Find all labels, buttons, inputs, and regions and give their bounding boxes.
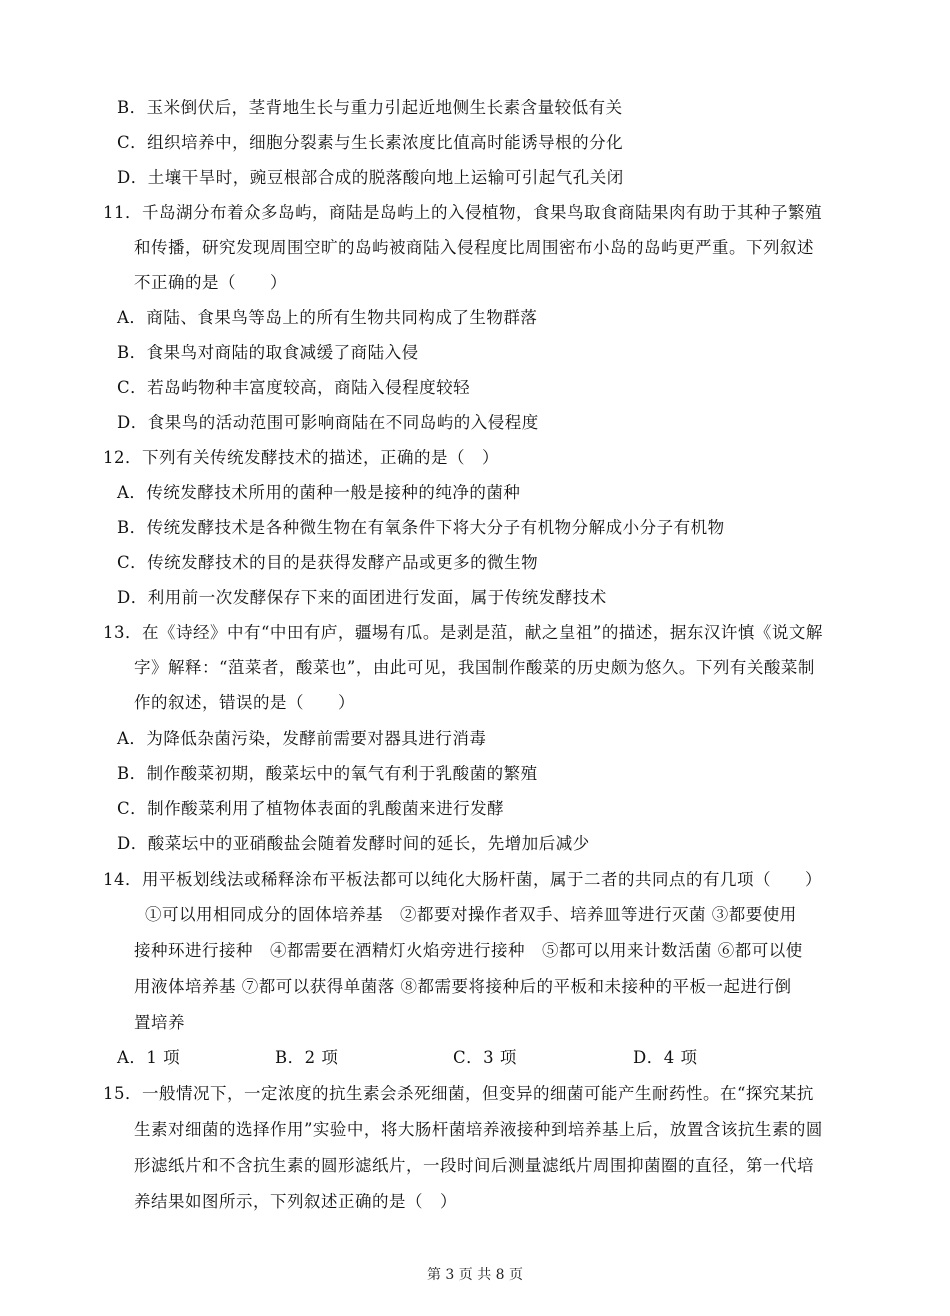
q11-option-a: A．商陆、食果鸟等岛上的所有生物共同构成了生物群落 xyxy=(117,308,538,327)
q15-stem-line-1: 15．一般情况下，一定浓度的抗生素会杀死细菌，但变异的细菌可能产生耐药性。在“探究某抗 xyxy=(103,1084,814,1103)
q13-option-a: A．为降低杂菌污染，发酵前需要对器具进行消毒 xyxy=(117,729,487,748)
q13-stem-line-1: 13．在《诗经》中有“中田有庐，疆埸有瓜。是剥是菹，献之皇祖”的描述，据东汉许慎《说文解 xyxy=(103,623,823,642)
q14-item-line-2: 接种环进行接种 ④都需要在酒精灯火焰旁进行接种 ⑤都可以用来计数活菌 ⑥都可以使 xyxy=(134,941,803,960)
q12-option-c: C．传统发酵技术的目的是获得发酵产品或更多的微生物 xyxy=(117,553,539,572)
q10-option-d: D．土壤干旱时，豌豆根部合成的脱落酸向地上运输可引起气孔关闭 xyxy=(117,168,624,187)
q14-item-line-4: 置培养 xyxy=(134,1013,185,1032)
q12-option-b: B．传统发酵技术是各种微生物在有氧条件下将大分子有机物分解成小分子有机物 xyxy=(117,518,725,537)
q13-option-c: C．制作酸菜利用了植物体表面的乳酸菌来进行发酵 xyxy=(117,799,505,818)
q15-stem-line-3: 形滤纸片和不含抗生素的圆形滤纸片，一段时间后测量滤纸片周围抑菌圈的直径，第一代培 xyxy=(134,1156,814,1175)
q11-option-d: D．食果鸟的活动范围可影响商陆在不同岛屿的入侵程度 xyxy=(117,413,539,432)
q14-stem: 14．用平板划线法或稀释涂布平板法都可以纯化大肠杆菌，属于二者的共同点的有几项（ ） xyxy=(103,870,822,889)
q14-option-d: D．4 项 xyxy=(633,1048,698,1067)
q14-item-line-1: ①可以用相同成分的固体培养基 ②都要对操作者双手、培养皿等进行灭菌 ③都要使用 xyxy=(145,905,797,924)
q15-stem-line-4: 养结果如图所示，下列叙述正确的是（ ） xyxy=(134,1192,457,1211)
q11-stem-line-3: 不正确的是（ ） xyxy=(134,273,287,292)
q11-option-b: B．食果鸟对商陆的取食减缓了商陆入侵 xyxy=(117,343,419,362)
q13-option-d: D．酸菜坛中的亚硝酸盐会随着发酵时间的延长，先增加后减少 xyxy=(117,834,590,853)
page-footer: 第 3 页 共 8 页 xyxy=(426,1267,524,1283)
q12-stem: 12．下列有关传统发酵技术的描述，正确的是（ ） xyxy=(103,448,499,467)
q14-item-line-3: 用液体培养基 ⑦都可以获得单菌落 ⑧都需要将接种后的平板和未接种的平板一起进行倒 xyxy=(134,977,792,996)
q11-stem-line-1: 11．千岛湖分布着众多岛屿，商陆是岛屿上的入侵植物，食果鸟取食商陆果肉有助于其种子繁殖 xyxy=(103,203,822,222)
q14-option-c: C．3 项 xyxy=(453,1048,517,1067)
q13-stem-line-3: 作的叙述，错误的是（ ） xyxy=(134,693,355,712)
q14-option-b: B．2 项 xyxy=(275,1048,339,1067)
q10-option-b: B．玉米倒伏后，茎背地生长与重力引起近地侧生长素含量较低有关 xyxy=(117,98,623,117)
q12-option-d: D．利用前一次发酵保存下来的面团进行发面，属于传统发酵技术 xyxy=(117,588,607,607)
q11-option-c: C．若岛屿物种丰富度较高，商陆入侵程度较轻 xyxy=(117,378,471,397)
q15-stem-line-2: 生素对细菌的选择作用”实验中，将大肠杆菌培养液接种到培养基上后，放置含该抗生素的圆 xyxy=(134,1120,823,1139)
q13-option-b: B．制作酸菜初期，酸菜坛中的氧气有利于乳酸菌的繁殖 xyxy=(117,764,538,783)
q10-option-c: C．组织培养中，细胞分裂素与生长素浓度比值高时能诱导根的分化 xyxy=(117,133,624,152)
q13-stem-line-2: 字》解释：“菹菜者，酸菜也”，由此可见，我国制作酸菜的历史颇为悠久。下列有关酸菜制 xyxy=(134,658,815,677)
q12-option-a: A．传统发酵技术所用的菌种一般是接种的纯净的菌种 xyxy=(117,483,521,502)
q14-option-a: A．1 项 xyxy=(117,1048,181,1067)
q11-stem-line-2: 和传播，研究发现周围空旷的岛屿被商陆入侵程度比周围密布小岛的岛屿更严重。下列叙述 xyxy=(134,238,814,257)
